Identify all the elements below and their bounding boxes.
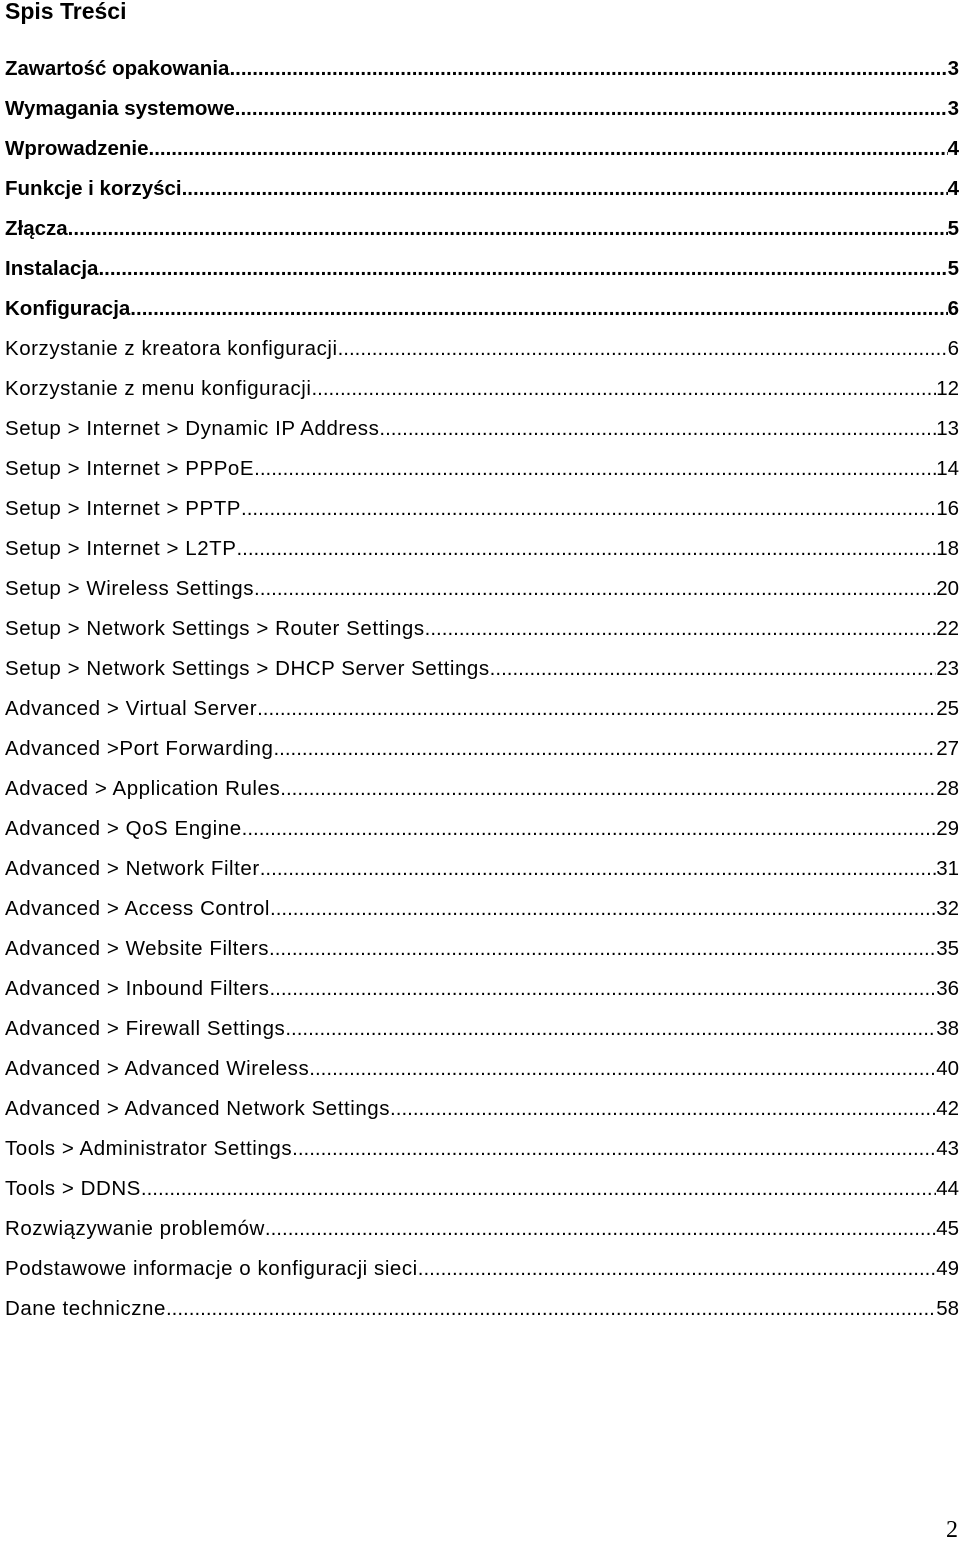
toc-entry-page-number: 40 bbox=[936, 1057, 959, 1080]
toc-entry[interactable] bbox=[5, 92, 959, 132]
toc-entry[interactable] bbox=[5, 652, 959, 692]
toc-entry-page-number: 43 bbox=[936, 1137, 959, 1160]
toc-entry-label: Funkcje i korzyści bbox=[5, 177, 182, 200]
toc-entry-page-number: 3 bbox=[947, 57, 959, 80]
document-title: Spis Treści bbox=[5, 0, 127, 24]
toc-entry-label: Advanced > Network Filter bbox=[5, 857, 260, 880]
toc-entry-page-number: 44 bbox=[936, 1177, 959, 1200]
toc-dot-leader bbox=[257, 692, 936, 726]
toc-entry-page-number: 18 bbox=[936, 537, 959, 560]
toc-entry[interactable] bbox=[5, 1012, 959, 1052]
toc-entry-page-number: 42 bbox=[936, 1097, 959, 1120]
toc-entry[interactable] bbox=[5, 772, 959, 812]
toc-dot-leader bbox=[269, 932, 936, 966]
toc-entry-page-number: 58 bbox=[936, 1297, 959, 1320]
toc-dot-leader bbox=[390, 1092, 936, 1126]
toc-entry-label: Setup > Wireless Settings bbox=[5, 577, 255, 600]
toc-entry[interactable] bbox=[5, 1252, 959, 1292]
toc-dot-leader bbox=[229, 52, 947, 86]
toc-entry[interactable] bbox=[5, 52, 959, 92]
toc-dot-leader bbox=[418, 1252, 936, 1286]
toc-entry-label: Setup > Internet > PPTP bbox=[5, 497, 242, 520]
toc-entry[interactable] bbox=[5, 972, 959, 1012]
toc-dot-leader bbox=[490, 652, 937, 686]
toc-entry-label: Setup > Network Settings > DHCP Server Settings bbox=[5, 657, 490, 680]
toc-entry-label: Advanced > QoS Engine bbox=[5, 817, 242, 840]
toc-entry-label: Setup > Internet > Dynamic IP Address bbox=[5, 417, 380, 440]
toc-entry-label: Podstawowe informacje o konfiguracji sieci bbox=[5, 1257, 418, 1280]
toc-entry-page-number: 16 bbox=[936, 497, 959, 520]
toc-entry-page-number: 6 bbox=[947, 297, 959, 320]
toc-entry[interactable] bbox=[5, 252, 959, 292]
toc-entry-label: Advanced > Advanced Network Settings bbox=[5, 1097, 391, 1120]
toc-dot-leader bbox=[235, 92, 948, 126]
toc-entry-label: Advanced > Firewall Settings bbox=[5, 1017, 286, 1040]
toc-entry-label: Advanced > Virtual Server bbox=[5, 697, 258, 720]
toc-dot-leader bbox=[182, 172, 948, 206]
toc-entry-page-number: 32 bbox=[936, 897, 959, 920]
toc-entry[interactable] bbox=[5, 572, 959, 612]
toc-dot-leader bbox=[270, 892, 936, 926]
toc-entry-page-number: 38 bbox=[936, 1017, 959, 1040]
toc-dot-leader bbox=[254, 572, 936, 606]
toc-entry-label: Advanced > Advanced Wireless bbox=[5, 1057, 310, 1080]
toc-dot-leader bbox=[425, 612, 937, 646]
toc-entry-page-number: 27 bbox=[936, 737, 959, 760]
toc-entry-page-number: 35 bbox=[936, 937, 959, 960]
toc-dot-leader bbox=[242, 812, 937, 846]
toc-dot-leader bbox=[292, 1132, 936, 1166]
toc-entry-label: Setup > Internet > PPPoE bbox=[5, 457, 255, 480]
toc-entry[interactable] bbox=[5, 412, 959, 452]
toc-dot-leader bbox=[269, 972, 936, 1006]
toc-entry[interactable] bbox=[5, 452, 959, 492]
toc-entry[interactable] bbox=[5, 1292, 959, 1332]
toc-entry-page-number: 6 bbox=[947, 337, 959, 360]
toc-entry-page-number: 25 bbox=[936, 697, 959, 720]
toc-entry-label: Advanced > Inbound Filters bbox=[5, 977, 270, 1000]
toc-entry-label: Setup > Network Settings > Router Settings bbox=[5, 617, 425, 640]
toc-dot-leader bbox=[285, 1012, 936, 1046]
toc-entry-page-number: 20 bbox=[936, 577, 959, 600]
page-number: 2 bbox=[946, 1517, 958, 1543]
toc-entry-label: Instalacja bbox=[5, 257, 99, 280]
toc-entry-label: Wprowadzenie bbox=[5, 137, 149, 160]
toc-entry[interactable] bbox=[5, 1052, 959, 1092]
toc-entry-page-number: 49 bbox=[936, 1257, 959, 1280]
toc-entry[interactable] bbox=[5, 692, 959, 732]
toc-entry-page-number: 31 bbox=[936, 857, 959, 880]
toc-entry[interactable] bbox=[5, 932, 959, 972]
toc-entry-page-number: 12 bbox=[936, 377, 959, 400]
toc-entry[interactable] bbox=[5, 492, 959, 532]
toc-entry-label: Wymagania systemowe bbox=[5, 97, 235, 120]
toc-entry-label: Setup > Internet > L2TP bbox=[5, 537, 237, 560]
toc-dot-leader bbox=[141, 1172, 936, 1206]
toc-dot-leader bbox=[273, 732, 936, 766]
toc-dot-leader bbox=[241, 492, 936, 526]
toc-dot-leader bbox=[68, 212, 948, 246]
toc-entry-label: Tools > DDNS bbox=[5, 1177, 141, 1200]
toc-dot-leader bbox=[130, 292, 947, 326]
toc-entry-page-number: 3 bbox=[947, 97, 959, 120]
toc-entry[interactable] bbox=[5, 1132, 959, 1172]
toc-entry-page-number: 5 bbox=[947, 257, 959, 280]
toc-entry-page-number: 4 bbox=[947, 137, 959, 160]
toc-dot-leader bbox=[236, 532, 936, 566]
toc-entry[interactable] bbox=[5, 332, 959, 372]
toc-entry-label: Advanced >Port Forwarding bbox=[5, 737, 274, 760]
toc-dot-leader bbox=[379, 412, 936, 446]
toc-dot-leader bbox=[98, 252, 947, 286]
toc-entry[interactable] bbox=[5, 1172, 959, 1212]
toc-entry[interactable] bbox=[5, 532, 959, 572]
toc-entry-page-number: 13 bbox=[936, 417, 959, 440]
toc-entry-label: Zawartość opakowania bbox=[5, 57, 230, 80]
toc-entry-page-number: 5 bbox=[947, 217, 959, 240]
toc-entry-page-number: 23 bbox=[936, 657, 959, 680]
toc-entry-page-number: 45 bbox=[936, 1217, 959, 1240]
toc-entry-label: Złącza bbox=[5, 217, 68, 240]
toc-entry-label: Korzystanie z menu konfiguracji bbox=[5, 377, 312, 400]
toc-entry-label: Advaced > Application Rules bbox=[5, 777, 281, 800]
toc-entry-page-number: 22 bbox=[936, 617, 959, 640]
toc-entry[interactable] bbox=[5, 892, 959, 932]
toc-entry[interactable] bbox=[5, 732, 959, 772]
toc-entry-page-number: 29 bbox=[936, 817, 959, 840]
toc-dot-leader bbox=[166, 1292, 936, 1326]
toc-entry[interactable] bbox=[5, 812, 959, 852]
toc-dot-leader bbox=[309, 1052, 936, 1086]
toc-entry-page-number: 28 bbox=[936, 777, 959, 800]
toc-dot-leader bbox=[260, 852, 936, 886]
toc-dot-leader bbox=[338, 332, 948, 366]
toc-entry-label: Rozwiązywanie problemów bbox=[5, 1217, 265, 1240]
table-of-contents bbox=[5, 52, 959, 1332]
toc-entry-label: Konfiguracja bbox=[5, 297, 131, 320]
toc-entry[interactable] bbox=[5, 172, 959, 212]
toc-entry[interactable] bbox=[5, 1212, 959, 1252]
toc-entry[interactable] bbox=[5, 372, 959, 412]
toc-dot-leader bbox=[265, 1212, 936, 1246]
toc-dot-leader bbox=[149, 132, 948, 166]
toc-entry-page-number: 14 bbox=[936, 457, 959, 480]
toc-dot-leader bbox=[311, 372, 936, 406]
toc-entry[interactable] bbox=[5, 132, 959, 172]
toc-entry-label: Advanced > Website Filters bbox=[5, 937, 270, 960]
toc-dot-leader bbox=[254, 452, 936, 486]
toc-entry-label: Dane techniczne bbox=[5, 1297, 166, 1320]
toc-entry-page-number: 36 bbox=[936, 977, 959, 1000]
toc-entry-label: Korzystanie z kreatora konfiguracji bbox=[5, 337, 338, 360]
toc-entry[interactable] bbox=[5, 852, 959, 892]
toc-dot-leader bbox=[280, 772, 936, 806]
toc-entry[interactable] bbox=[5, 292, 959, 332]
toc-entry[interactable] bbox=[5, 612, 959, 652]
toc-entry[interactable] bbox=[5, 1092, 959, 1132]
toc-entry[interactable] bbox=[5, 212, 959, 252]
toc-entry-label: Tools > Administrator Settings bbox=[5, 1137, 293, 1160]
toc-entry-page-number: 4 bbox=[947, 177, 959, 200]
toc-entry-label: Advanced > Access Control bbox=[5, 897, 271, 920]
